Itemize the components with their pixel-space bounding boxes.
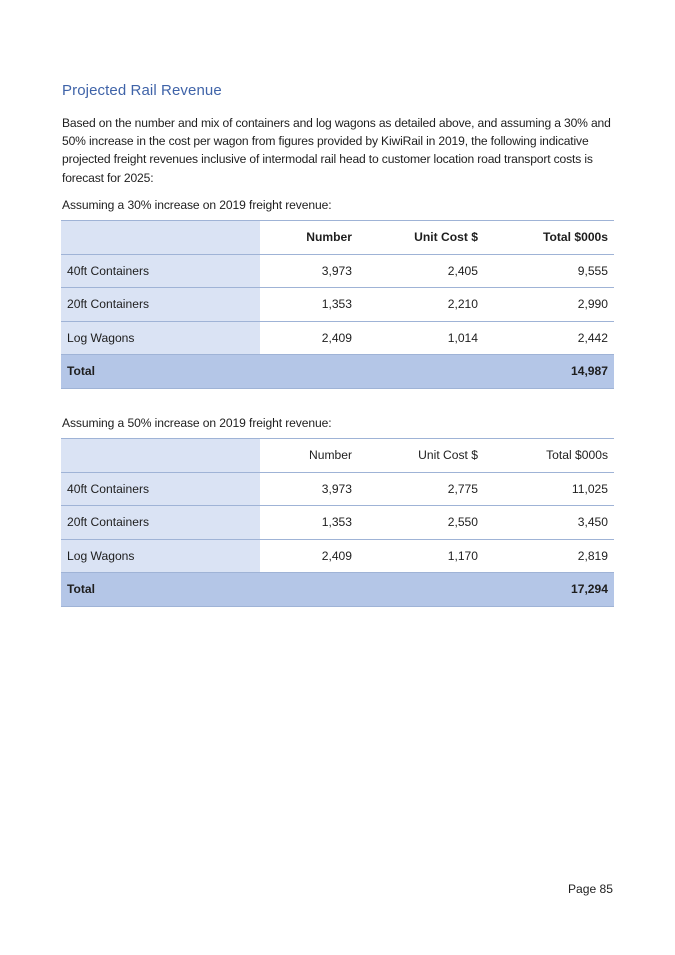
revenue-table-50pct bbox=[61, 438, 614, 607]
page-number: Page 85 bbox=[567, 882, 613, 896]
row-unit-cost: 1,014 bbox=[358, 321, 484, 355]
header-cell-number: Number bbox=[260, 439, 358, 473]
row-number: 3,973 bbox=[260, 472, 358, 506]
table-row bbox=[61, 539, 614, 573]
table-header-row bbox=[61, 439, 614, 473]
total-label: Total bbox=[61, 355, 260, 389]
row-number: 3,973 bbox=[260, 254, 358, 288]
total-label: Total bbox=[61, 573, 260, 607]
row-unit-cost: 2,210 bbox=[358, 288, 484, 322]
total-unit-cost bbox=[358, 355, 484, 389]
table-total-row bbox=[61, 573, 614, 607]
row-label: 20ft Containers bbox=[61, 506, 260, 540]
header-cell-number: Number bbox=[260, 221, 358, 255]
row-total: 2,990 bbox=[484, 288, 614, 322]
section-title: Projected Rail Revenue bbox=[62, 82, 222, 99]
table-caption-30pct: Assuming a 30% increase on 2019 freight revenue: bbox=[62, 198, 332, 212]
row-number: 2,409 bbox=[260, 539, 358, 573]
table-row bbox=[61, 254, 614, 288]
table-row bbox=[61, 506, 614, 540]
table-total-row bbox=[61, 355, 614, 389]
header-cell-total: Total $000s bbox=[484, 221, 614, 255]
header-cell-blank bbox=[61, 221, 260, 255]
total-number bbox=[260, 573, 358, 607]
table-row bbox=[61, 288, 614, 322]
row-number: 1,353 bbox=[260, 506, 358, 540]
table-row bbox=[61, 321, 614, 355]
intro-paragraph: Based on the number and mix of containers and log wagons as detailed above, and assuming a 30% and 50% increase in the cost per wagon from figures provided by KiwiRail in 2019, the following indicative projected freight revenues inclusive of intermodal rail head to customer location road transport costs is forecast for 2025: bbox=[62, 116, 611, 185]
header-cell-total: Total $000s bbox=[484, 439, 614, 473]
row-label: 40ft Containers bbox=[61, 254, 260, 288]
header-cell-unit-cost: Unit Cost $ bbox=[358, 221, 484, 255]
row-number: 2,409 bbox=[260, 321, 358, 355]
header-cell-unit-cost: Unit Cost $ bbox=[358, 439, 484, 473]
header-cell-blank bbox=[61, 439, 260, 473]
row-total: 2,819 bbox=[484, 539, 614, 573]
row-label: Log Wagons bbox=[61, 321, 260, 355]
total-unit-cost bbox=[358, 573, 484, 607]
total-number bbox=[260, 355, 358, 389]
row-total: 2,442 bbox=[484, 321, 614, 355]
row-unit-cost: 2,405 bbox=[358, 254, 484, 288]
table-row bbox=[61, 472, 614, 506]
row-number: 1,353 bbox=[260, 288, 358, 322]
total-value: 17,294 bbox=[484, 573, 614, 607]
row-total: 3,450 bbox=[484, 506, 614, 540]
row-label: 40ft Containers bbox=[61, 472, 260, 506]
table-caption-50pct: Assuming a 50% increase on 2019 freight revenue: bbox=[62, 416, 332, 430]
row-label: Log Wagons bbox=[61, 539, 260, 573]
row-unit-cost: 2,775 bbox=[358, 472, 484, 506]
table-header-row bbox=[61, 221, 614, 255]
revenue-table-30pct bbox=[61, 220, 614, 389]
row-unit-cost: 2,550 bbox=[358, 506, 484, 540]
row-total: 9,555 bbox=[484, 254, 614, 288]
row-unit-cost: 1,170 bbox=[358, 539, 484, 573]
total-value: 14,987 bbox=[484, 355, 614, 389]
row-label: 20ft Containers bbox=[61, 288, 260, 322]
row-total: 11,025 bbox=[484, 472, 614, 506]
